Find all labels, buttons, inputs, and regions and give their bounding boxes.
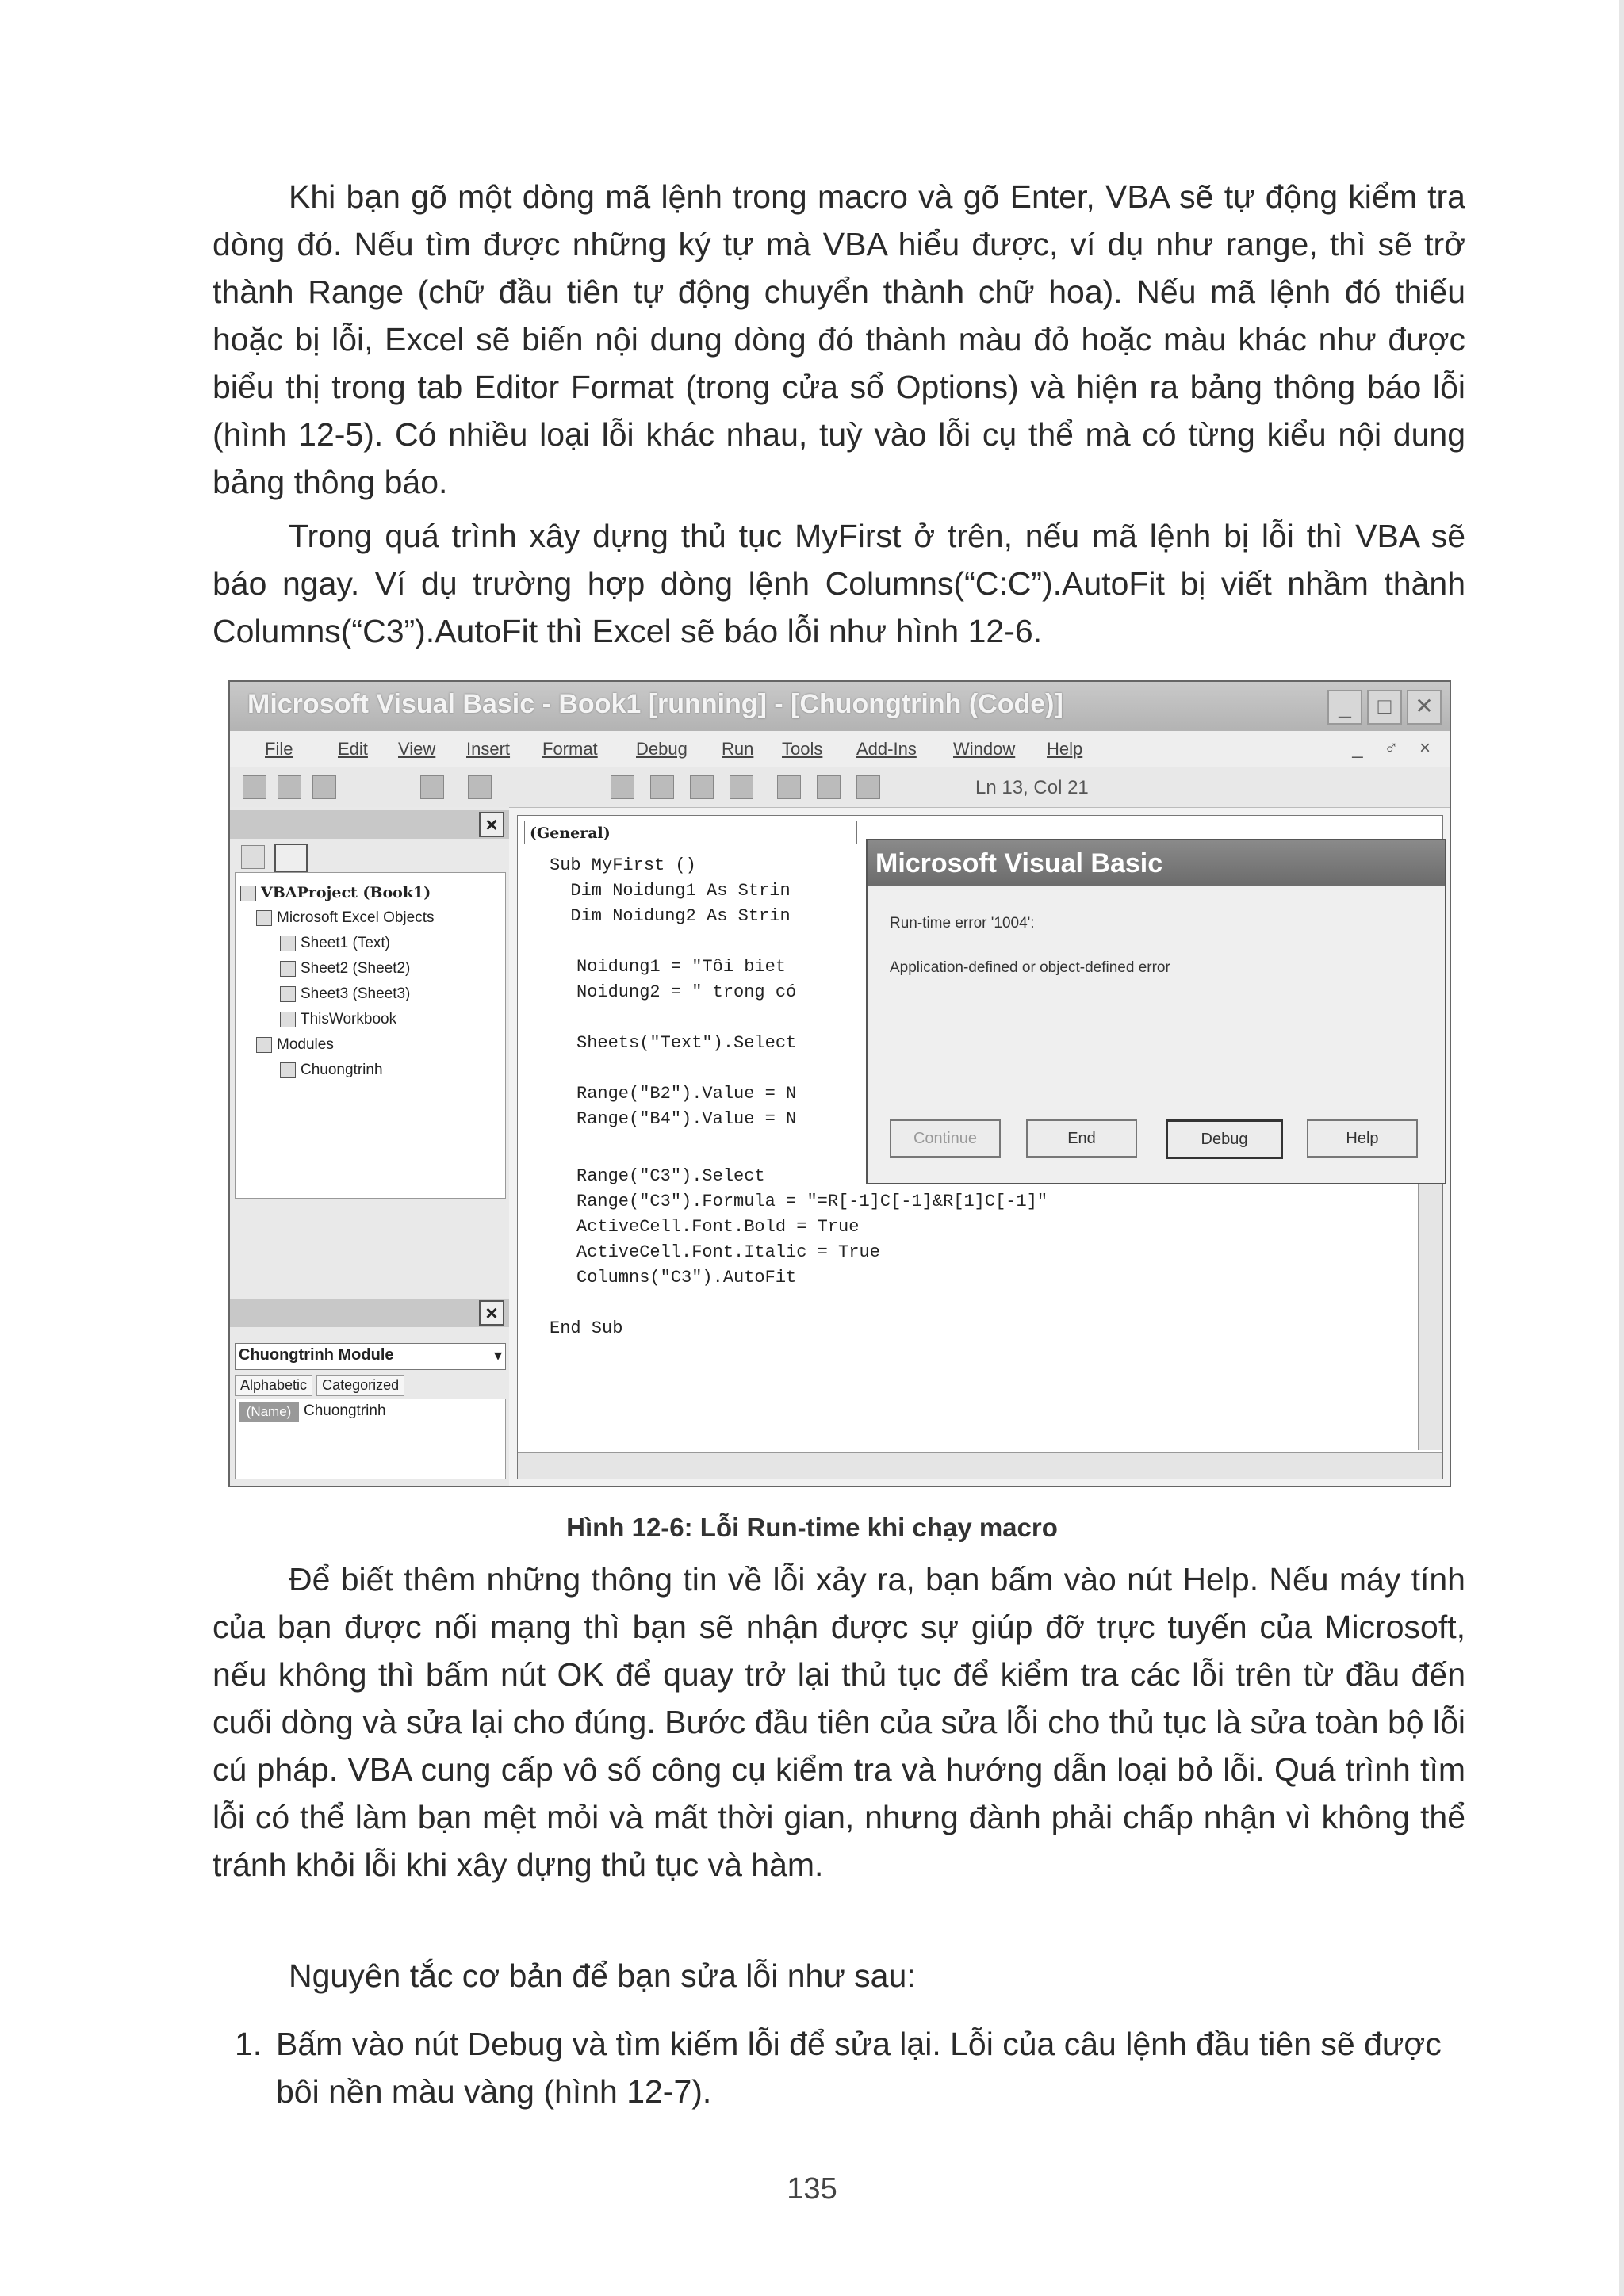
code-line[interactable]: Range("C3").Formula = "=R[-1]C[-1]&R[1]C[-1]" bbox=[576, 1192, 1048, 1211]
chevron-down-icon: ▾ bbox=[493, 1347, 502, 1364]
properties-grid bbox=[235, 1399, 506, 1479]
menu-format[interactable]: Format bbox=[542, 739, 598, 759]
cut-icon[interactable] bbox=[420, 775, 444, 799]
code-line[interactable]: Range("C3").Select bbox=[576, 1166, 765, 1186]
code-line[interactable]: Sheets("Text").Select bbox=[576, 1033, 797, 1053]
menu-bar bbox=[230, 731, 1450, 767]
tree-item-vbaproject[interactable]: VBAProject (Book1) bbox=[240, 884, 431, 901]
menu-edit[interactable]: Edit bbox=[338, 739, 368, 759]
dialog-titlebar bbox=[868, 840, 1445, 886]
code-line[interactable]: ActiveCell.Font.Italic = True bbox=[576, 1242, 880, 1262]
menu-debug[interactable]: Debug bbox=[636, 739, 688, 759]
code-line[interactable]: Sub MyFirst () bbox=[550, 855, 696, 875]
minimize-icon[interactable]: _ bbox=[1327, 690, 1362, 725]
procedure-combo[interactable]: (General) bbox=[524, 821, 857, 844]
code-line[interactable]: Columns("C3").AutoFit bbox=[576, 1268, 797, 1288]
left-panel bbox=[230, 807, 509, 1486]
tree-item-chuongtrinh[interactable]: Chuongtrinh bbox=[280, 1062, 383, 1079]
sheet-icon bbox=[280, 986, 296, 1002]
menu-file[interactable]: File bbox=[265, 739, 293, 759]
list-item-text: Bấm vào nút Debug và tìm kiếm lỗi để sửa lại. Lỗi của câu lệnh đầu tiên sẽ được bôi nền màu vàng (hình 12-7). bbox=[276, 2026, 1442, 2110]
list-item-1 bbox=[235, 2020, 1465, 2115]
tree-item-modules[interactable]: Modules bbox=[256, 1036, 334, 1054]
module-icon bbox=[280, 1062, 296, 1078]
help-button[interactable]: Help bbox=[1307, 1119, 1418, 1158]
code-line[interactable]: Noidung1 = "Tôi biet bbox=[576, 957, 787, 977]
properties-object-combo[interactable]: Chuongtrinh Module ▾ bbox=[235, 1343, 506, 1370]
tree-item-sheet2[interactable]: Sheet2 (Sheet2) bbox=[280, 960, 410, 978]
paragraph-4: Nguyên tắc cơ bản để bạn sửa lỗi như sau: bbox=[289, 1957, 916, 1994]
insert-module-icon[interactable] bbox=[278, 775, 301, 799]
close-icon[interactable]: ✕ bbox=[1407, 690, 1442, 725]
paragraph-2: Trong quá trình xây dựng thủ tục MyFirst ở trên, nếu mã lệnh bị lỗi thì VBA sẽ báo ngay. Ví dụ trường hợp dòng lệnh Columns(“C:C”).AutoFit bị viết nhầm thành Columns(“C3”).AutoFit thì Excel sẽ báo lỗi như hình 12-6. bbox=[213, 518, 1465, 649]
dialog-title: Microsoft Visual Basic bbox=[875, 848, 1163, 878]
cursor-position: Ln 13, Col 21 bbox=[975, 777, 1089, 798]
properties-tabs bbox=[235, 1375, 404, 1396]
window-controls bbox=[1327, 690, 1442, 725]
workbook-icon bbox=[280, 1012, 296, 1027]
save-icon[interactable] bbox=[312, 775, 336, 799]
excel-icon[interactable] bbox=[243, 775, 266, 799]
break-icon[interactable] bbox=[650, 775, 674, 799]
toolbar bbox=[230, 767, 1450, 808]
code-line[interactable]: Dim Noidung1 As Strin bbox=[550, 881, 791, 901]
properties-icon[interactable] bbox=[817, 775, 841, 799]
list-item-number: 1. bbox=[235, 2026, 262, 2062]
tab-categorized[interactable]: Categorized bbox=[316, 1375, 404, 1396]
figure-caption: Hình 12-6: Lỗi Run-time khi chạy macro bbox=[566, 1513, 1058, 1542]
run-icon[interactable] bbox=[611, 775, 634, 799]
menu-insert[interactable]: Insert bbox=[466, 739, 511, 759]
vba-editor-screenshot bbox=[228, 680, 1451, 1487]
tab-alphabetic[interactable]: Alphabetic bbox=[235, 1375, 312, 1396]
runtime-error-dialog bbox=[866, 839, 1446, 1184]
code-line[interactable]: End Sub bbox=[550, 1318, 623, 1338]
code-line[interactable]: Dim Noidung2 As Strin bbox=[550, 906, 791, 926]
tree-item-excel-objects[interactable]: Microsoft Excel Objects bbox=[256, 909, 435, 927]
code-line[interactable]: ActiveCell.Font.Bold = True bbox=[576, 1217, 860, 1237]
folder-icon bbox=[256, 1037, 272, 1053]
sheet-icon bbox=[280, 961, 296, 977]
view-code-icon[interactable] bbox=[241, 845, 265, 869]
error-number: Run-time error '1004': bbox=[890, 915, 1035, 932]
view-object-icon[interactable] bbox=[274, 844, 308, 872]
error-description: Application-defined or object-defined error bbox=[890, 959, 1170, 976]
menu-run[interactable]: Run bbox=[722, 739, 754, 759]
tree-item-thisworkbook[interactable]: ThisWorkbook bbox=[280, 1011, 396, 1028]
menu-tools[interactable]: Tools bbox=[782, 739, 823, 759]
end-button[interactable]: End bbox=[1026, 1119, 1137, 1158]
tree-item-sheet3[interactable]: Sheet3 (Sheet3) bbox=[280, 985, 410, 1003]
object-browser-icon[interactable] bbox=[856, 775, 880, 799]
project-panel-header bbox=[230, 810, 509, 839]
code-horizontal-scrollbar[interactable] bbox=[518, 1452, 1442, 1479]
window-titlebar bbox=[230, 682, 1450, 731]
menu-view[interactable]: View bbox=[398, 739, 436, 759]
property-name-key: (Name) bbox=[239, 1402, 299, 1422]
menu-help[interactable]: Help bbox=[1047, 739, 1083, 759]
properties-panel-header bbox=[230, 1299, 509, 1327]
design-mode-icon[interactable] bbox=[730, 775, 753, 799]
menu-window[interactable]: Window bbox=[953, 739, 1016, 759]
maximize-icon[interactable]: □ bbox=[1367, 690, 1402, 725]
code-line[interactable]: Range("B4").Value = N bbox=[576, 1109, 797, 1129]
project-tree bbox=[235, 872, 506, 1199]
reset-icon[interactable] bbox=[690, 775, 714, 799]
project-explorer-icon[interactable] bbox=[777, 775, 801, 799]
undo-icon[interactable] bbox=[468, 775, 492, 799]
folder-icon bbox=[256, 910, 272, 926]
sheet-icon bbox=[280, 936, 296, 951]
paragraph-3: Để biết thêm những thông tin về lỗi xảy ra, bạn bấm vào nút Help. Nếu máy tính của bạn được nối mạng thì bạn sẽ nhận được sự giúp đỡ trực tuyến của Microsoft, nếu không thì bấm nút OK để quay trở lại thủ tục để kiểm tra các lỗi trên từ đầu đến cuối dòng và sửa lại cho đúng. Bước đầu tiên của sửa lỗi cho thủ tục là sửa toàn bộ lỗi cú pháp. VBA cung cấp vô số công cụ kiểm tra và hướng dẫn loại bỏ lỗi. Quá trình tìm lỗi có thể làm bạn mệt mỏi và mất thời gian, nhưng đành phải chấp nhận vì không thể tránh khỏi lỗi khi xây dựng thủ tục và hàm. bbox=[213, 1561, 1465, 1883]
debug-button[interactable]: Debug bbox=[1166, 1119, 1283, 1159]
tree-item-sheet1[interactable]: Sheet1 (Text) bbox=[280, 935, 390, 952]
close-project-panel-icon[interactable]: × bbox=[479, 812, 504, 837]
property-name-value[interactable]: Chuongtrinh bbox=[304, 1402, 386, 1419]
page-edge bbox=[1619, 0, 1624, 2296]
paragraph-1: Khi bạn gõ một dòng mã lệnh trong macro và gõ Enter, VBA sẽ tự động kiểm tra dòng đó. Nếu tìm được những ký tự mà VBA hiểu được, ví dụ như range, thì sẽ trở thành Range (chữ đầu tiên tự động chuyển thành chữ hoa). Nếu mã lệnh đó thiếu hoặc bị lỗi, Excel sẽ biến nội dung dòng đó thành màu đỏ hoặc màu khác như được biểu thị trong tab Editor Format (trong cửa sổ Options) và hiện ra bảng thông báo lỗi (hình 12-5). Có nhiều loại lỗi khác nhau, tuỳ vào lỗi cụ thể mà có từng kiểu nội dung bảng thông báo. bbox=[213, 178, 1465, 500]
code-line[interactable]: Range("B2").Value = N bbox=[576, 1084, 797, 1104]
mdi-controls[interactable]: _ ♂ × bbox=[1352, 737, 1438, 759]
close-properties-panel-icon[interactable]: × bbox=[479, 1300, 504, 1326]
code-line[interactable]: Noidung2 = " trong có bbox=[576, 982, 797, 1002]
project-icon bbox=[240, 886, 256, 901]
continue-button[interactable]: Continue bbox=[890, 1119, 1001, 1158]
window-title: Microsoft Visual Basic - Book1 [running] - [Chuongtrinh (Code)] bbox=[247, 689, 1063, 719]
page-number: 135 bbox=[787, 2172, 837, 2206]
menu-add-ins[interactable]: Add-Ins bbox=[856, 739, 917, 759]
